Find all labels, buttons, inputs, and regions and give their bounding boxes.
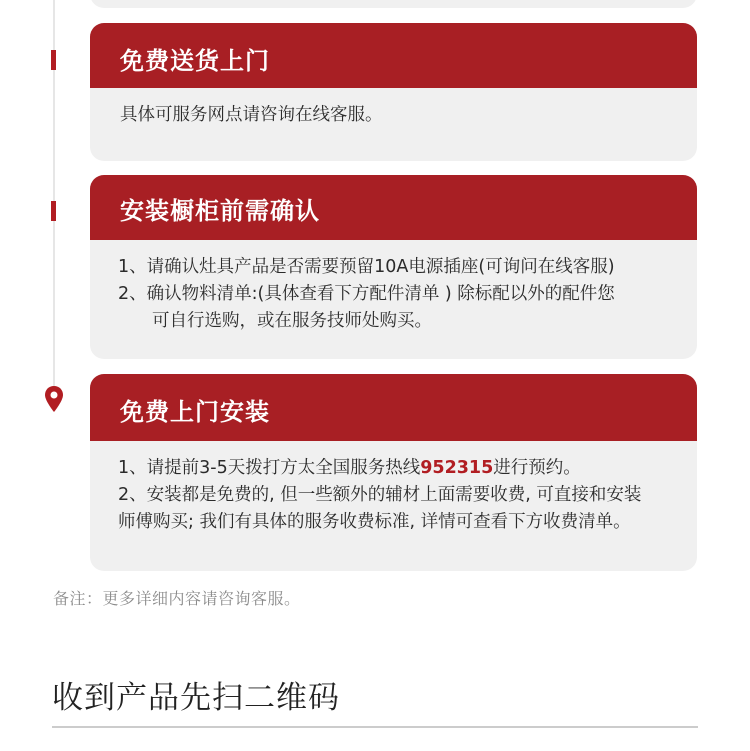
delivery-card [90,23,697,161]
note-text: 备注：更多详细内容请咨询客服。 [53,589,301,608]
line-suffix: 进行预约。 [493,458,581,478]
line-prefix: 1、请提前3-5天拨打方太全国服务热线 [118,458,421,478]
previous-card-bottom [90,0,697,8]
card-body [90,240,697,335]
divider [52,726,698,728]
card-line: 1、请确认灶具产品是否需要预留10A电源插座(可询问在线客服) [118,257,615,277]
card-line: 具体可服务网点请咨询在线客服。 [120,105,383,125]
card-line: 2、安装都是免费的, 但一些额外的辅材上面需要收费, 可直接和安装 [118,485,642,505]
card-body [90,88,697,129]
card-line [118,455,667,482]
card-line: 可自行选购，或在服务技师处购买。 [152,311,432,331]
timeline-marker [51,201,56,221]
card-body [90,441,697,536]
card-title: 免费上门安装 [90,374,697,441]
card-line: 2、确认物料清单:(具体查看下方配件清单 ) 除标配以外的配件您 [118,284,615,304]
installation-card [90,374,697,571]
timeline-marker [51,50,56,70]
card-title: 安装橱柜前需确认 [90,175,697,240]
hotline-number: 952315 [420,458,494,478]
location-pin-icon [44,385,64,413]
cabinet-check-card [90,175,697,359]
card-line: 师傅购买; 我们有具体的服务收费标准, 详情可查看下方收费清单。 [118,512,631,532]
card-title: 免费送货上门 [90,23,697,88]
section-title: 收到产品先扫二维码 [52,680,340,716]
